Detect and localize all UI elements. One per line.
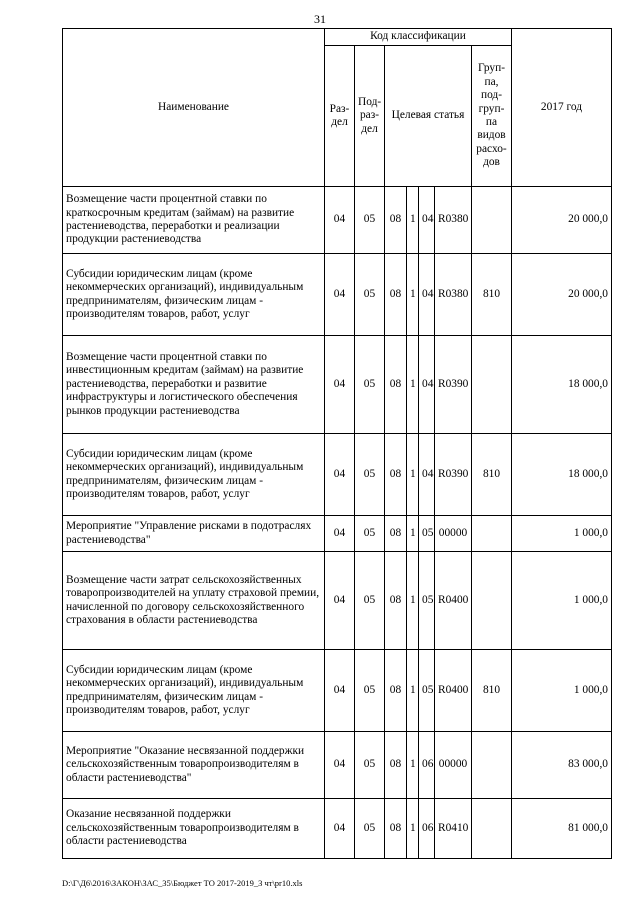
row-target-2: 1 bbox=[407, 732, 419, 799]
header-target-article: Целевая статья bbox=[385, 46, 472, 187]
row-target-3: 06 bbox=[419, 799, 435, 859]
header-razdel: Раз- дел bbox=[325, 46, 355, 187]
row-group bbox=[472, 336, 512, 434]
row-target-3: 06 bbox=[419, 732, 435, 799]
table-row bbox=[63, 336, 612, 434]
table-row bbox=[63, 516, 612, 552]
row-razdel: 04 bbox=[325, 516, 355, 552]
row-razdel: 04 bbox=[325, 799, 355, 859]
row-target-3: 04 bbox=[419, 254, 435, 336]
table-row bbox=[63, 650, 612, 732]
row-name: Возмещение части процентной ставки по инвестиционным кредитам (займам) на развитие растениеводства, переработки и развитие инфраструктуры и логистического обеспечения рынков продукции растениеводства bbox=[63, 336, 325, 434]
row-podrazdel: 05 bbox=[355, 336, 385, 434]
table-row bbox=[63, 552, 612, 650]
row-target-3: 04 bbox=[419, 336, 435, 434]
header-year: 2017 год bbox=[512, 29, 612, 187]
row-podrazdel: 05 bbox=[355, 434, 385, 516]
row-group bbox=[472, 732, 512, 799]
row-razdel: 04 bbox=[325, 650, 355, 732]
row-podrazdel: 05 bbox=[355, 799, 385, 859]
row-target-4: R0390 bbox=[435, 434, 472, 516]
header-code-classification: Код классификации bbox=[325, 29, 512, 46]
row-target-1: 08 bbox=[385, 434, 407, 516]
row-target-1: 08 bbox=[385, 732, 407, 799]
row-name: Субсидии юридическим лицам (кроме некоммерческих организаций), индивидуальным предпринимателям, физическим лицам - производителям товаров, работ, услуг bbox=[63, 434, 325, 516]
row-podrazdel: 05 bbox=[355, 254, 385, 336]
row-target-1: 08 bbox=[385, 187, 407, 254]
row-amount: 18 000,0 bbox=[512, 336, 612, 434]
row-target-4: R0400 bbox=[435, 552, 472, 650]
table-row bbox=[63, 434, 612, 516]
row-razdel: 04 bbox=[325, 552, 355, 650]
row-target-1: 08 bbox=[385, 254, 407, 336]
row-target-3: 04 bbox=[419, 187, 435, 254]
page-number: 31 bbox=[314, 12, 326, 26]
row-target-2: 1 bbox=[407, 254, 419, 336]
row-target-1: 08 bbox=[385, 336, 407, 434]
row-razdel: 04 bbox=[325, 336, 355, 434]
header-row bbox=[63, 29, 612, 46]
row-group bbox=[472, 552, 512, 650]
row-name: Возмещение части процентной ставки по краткосрочным кредитам (займам) на развитие растениеводства, переработки и реализации продукции растениеводства bbox=[63, 187, 325, 254]
row-target-2: 1 bbox=[407, 187, 419, 254]
row-amount: 1 000,0 bbox=[512, 516, 612, 552]
header-name: Наименование bbox=[63, 29, 325, 187]
row-target-4: R0380 bbox=[435, 187, 472, 254]
row-name: Субсидии юридическим лицам (кроме некоммерческих организаций), индивидуальным предпринимателям, физическим лицам - производителям товаров, работ, услуг bbox=[63, 254, 325, 336]
row-razdel: 04 bbox=[325, 187, 355, 254]
table-row bbox=[63, 187, 612, 254]
header-group: Груп- па, под- груп- па видов расхо- дов bbox=[472, 46, 512, 187]
row-target-4: R0410 bbox=[435, 799, 472, 859]
row-target-4: R0400 bbox=[435, 650, 472, 732]
row-target-2: 1 bbox=[407, 434, 419, 516]
table-row bbox=[63, 732, 612, 799]
row-amount: 20 000,0 bbox=[512, 254, 612, 336]
row-group: 810 bbox=[472, 650, 512, 732]
row-name: Возмещение части затрат сельскохозяйственных товаропроизводителей на уплату страховой премии, начисленной по договору сельскохозяйственного страхования в области растениеводства bbox=[63, 552, 325, 650]
row-target-1: 08 bbox=[385, 552, 407, 650]
row-target-3: 05 bbox=[419, 516, 435, 552]
row-group: 810 bbox=[472, 434, 512, 516]
row-target-2: 1 bbox=[407, 799, 419, 859]
row-name: Субсидии юридическим лицам (кроме некоммерческих организаций), индивидуальным предпринимателям, физическим лицам - производителям товаров, работ, услуг bbox=[63, 650, 325, 732]
header-podrazdel: Под- раз- дел bbox=[355, 46, 385, 187]
row-target-2: 1 bbox=[407, 552, 419, 650]
row-amount: 83 000,0 bbox=[512, 732, 612, 799]
row-podrazdel: 05 bbox=[355, 650, 385, 732]
row-razdel: 04 bbox=[325, 732, 355, 799]
row-target-4: 00000 bbox=[435, 516, 472, 552]
row-target-1: 08 bbox=[385, 650, 407, 732]
row-razdel: 04 bbox=[325, 254, 355, 336]
row-amount: 18 000,0 bbox=[512, 434, 612, 516]
row-group bbox=[472, 516, 512, 552]
row-podrazdel: 05 bbox=[355, 516, 385, 552]
row-target-1: 08 bbox=[385, 799, 407, 859]
row-target-4: R0380 bbox=[435, 254, 472, 336]
row-target-3: 04 bbox=[419, 434, 435, 516]
table-body bbox=[63, 187, 612, 859]
row-group: 810 bbox=[472, 254, 512, 336]
row-name: Мероприятие "Управление рисками в подотраслях растениеводства" bbox=[63, 516, 325, 552]
row-target-4: R0390 bbox=[435, 336, 472, 434]
row-group bbox=[472, 799, 512, 859]
budget-table bbox=[62, 28, 612, 859]
row-podrazdel: 05 bbox=[355, 552, 385, 650]
row-target-2: 1 bbox=[407, 650, 419, 732]
row-target-2: 1 bbox=[407, 336, 419, 434]
row-target-2: 1 bbox=[407, 516, 419, 552]
row-amount: 1 000,0 bbox=[512, 650, 612, 732]
row-razdel: 04 bbox=[325, 434, 355, 516]
table-row bbox=[63, 799, 612, 859]
row-name: Мероприятие "Оказание несвязанной поддержки сельскохозяйственным товаропроизводителям в области растениеводства" bbox=[63, 732, 325, 799]
row-podrazdel: 05 bbox=[355, 732, 385, 799]
row-amount: 1 000,0 bbox=[512, 552, 612, 650]
row-group bbox=[472, 187, 512, 254]
row-name: Оказание несвязанной поддержки сельскохозяйственным товаропроизводителям в области растениеводства bbox=[63, 799, 325, 859]
row-target-3: 05 bbox=[419, 552, 435, 650]
row-podrazdel: 05 bbox=[355, 187, 385, 254]
table-row bbox=[63, 254, 612, 336]
row-target-1: 08 bbox=[385, 516, 407, 552]
row-target-4: 00000 bbox=[435, 732, 472, 799]
row-target-3: 05 bbox=[419, 650, 435, 732]
row-amount: 20 000,0 bbox=[512, 187, 612, 254]
row-amount: 81 000,0 bbox=[512, 799, 612, 859]
file-path-footer: D:\Г\Д6\2016\ЗАКОН\ЗАС_35\Бюджет ТО 2017-2019_3 чт\pr10.xls bbox=[62, 878, 303, 888]
